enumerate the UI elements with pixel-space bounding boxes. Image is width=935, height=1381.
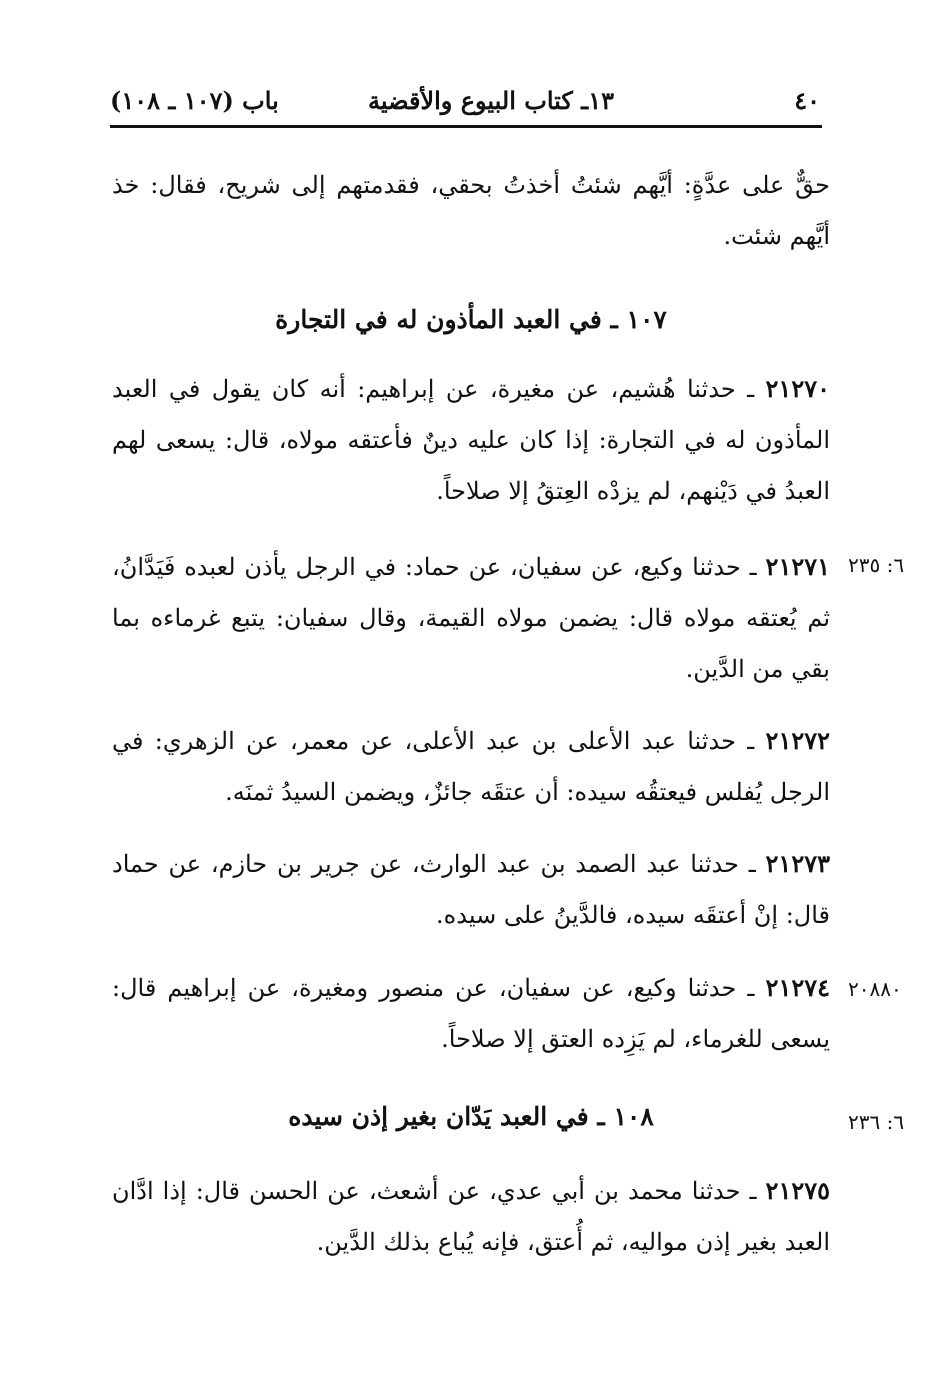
hadith-number: ٢١٢٧٢ [765,726,830,755]
hadith-number: ٢١٢٧٥ [765,1176,830,1205]
continuation-paragraph: حقٌّ على عدَّةٍ: أيَّهم شئتُ أخذتُ بحقي، فقدمتهم إلى شريح، فقال: خذ أيَّهم شئت. [112,171,830,250]
margin-reference: ٦: ٢٣٦ [848,1110,905,1134]
hadith-21273 [112,838,830,941]
hadith-21271 [112,541,830,695]
hadith-number: ٢١٢٧٤ [765,973,830,1002]
hadith-21270 [112,363,830,517]
hadith-number: ٢١٢٧٣ [765,849,830,878]
hadith-21274 [112,962,830,1065]
hadith-21275 [112,1165,830,1268]
chapter-range: باب (١٠٧ ـ ١٠٨) [110,86,279,115]
margin-reference: ٢٠٨٨٠ [848,977,902,1001]
hadith-text: ـ حدثنا عبد الصمد بن عبد الوارث، عن جرير بن حازم، عن حماد قال: إنْ أعتقَه سيده، فالدَّينُ على سيده. [112,850,830,929]
hadith-21272 [112,715,830,818]
hadith-text: ـ حدثنا وكيع، عن سفيان، عن حماد: في الرجل يأذن لعبده فَيَدَّانُ، ثم يُعتقه مولاه قال: يضمن مولاه القيمة، وقال سفيان: يتبع غرماءه بما بقي من الدَّين. [112,553,831,683]
hadith-text: ـ حدثنا محمد بن أبي عدي، عن أشعث، عن الحسن قال: إذا ادَّان العبد بغير إذن مواليه، ثم أُعتق، فإنه يُباع بذلك الدَّين. [112,1177,830,1256]
hadith-number: ٢١٢٧١ [765,552,830,581]
book-title: ١٣ـ كتاب البيوع والأقضية [368,86,614,115]
hadith-number: ٢١٢٧٠ [765,374,830,403]
running-header [110,80,822,124]
hadith-text: ـ حدثنا وكيع، عن سفيان، عن منصور ومغيرة، عن إبراهيم قال: يسعى للغرماء، لم يَزِده العتق إلا صلاحاً. [112,974,830,1053]
section-heading-108: ١٠٨ ـ في العبد يَدّان بغير إذن سيده [288,1102,654,1131]
hadith-text: ـ حدثنا عبد الأعلى بن عبد الأعلى، عن معمر، عن الزهري: في الرجل يُفلس فيعتقُه سيده: أن عتقَه جائزٌ، ويضمن السيدُ ثمنَه. [112,727,830,806]
header-rule [110,125,822,128]
page-number: ٤٠ [794,86,820,115]
hadith-text: ـ حدثنا هُشيم، عن مغيرة، عن إبراهيم: أنه كان يقول في العبد المأذون له في التجارة: إذا كان عليه دينٌ فأعتقه مولاه، قال: يسعى لهم العبدُ في دَيْنهم، لم يزدْه العِتقُ إلا صلاحاً. [112,375,830,505]
margin-reference: ٦: ٢٣٥ [848,553,905,577]
section-heading-107: ١٠٧ ـ في العبد المأذون له في التجارة [275,305,667,334]
